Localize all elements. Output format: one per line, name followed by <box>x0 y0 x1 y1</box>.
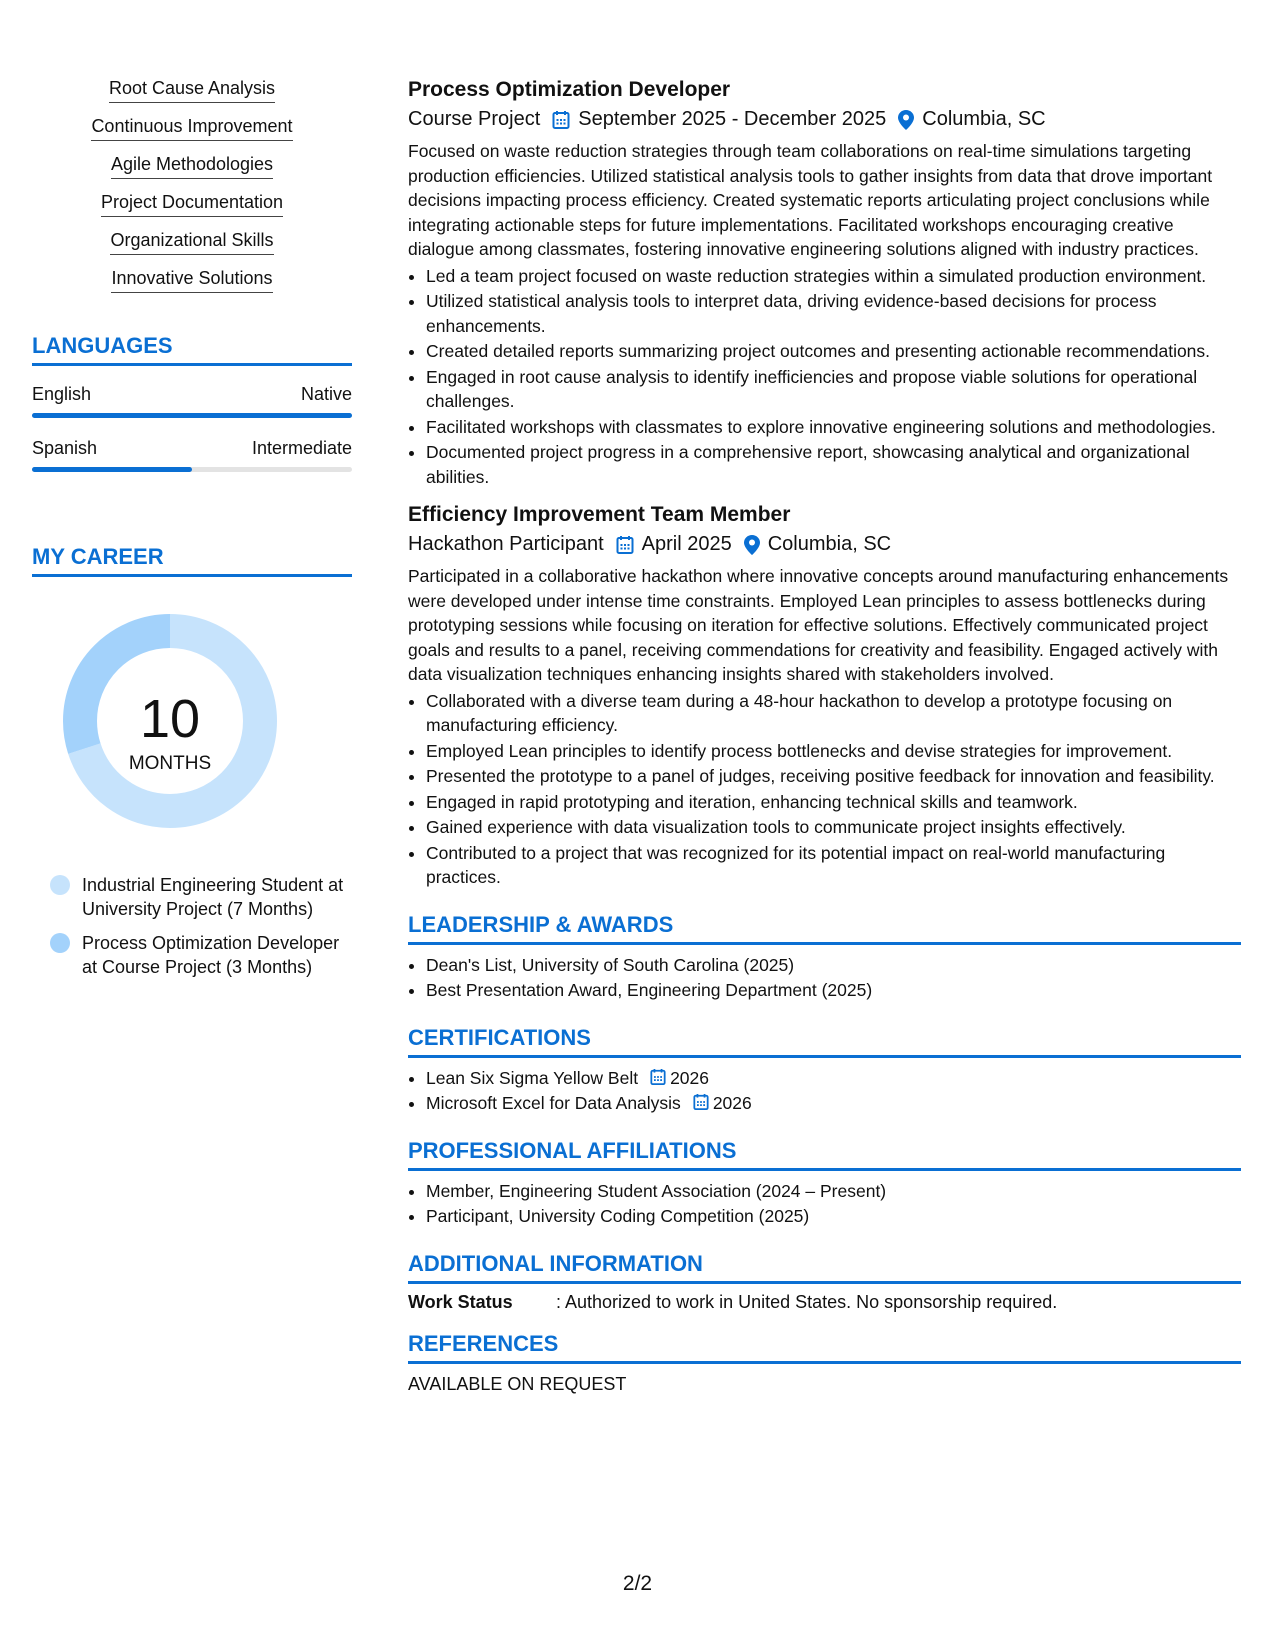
work-status-row <box>408 1292 1241 1313</box>
language-bar <box>32 413 352 418</box>
work-status-value: : Authorized to work in United States. No sponsorship required. <box>556 1291 1058 1312</box>
skill-item: Continuous Improvement <box>32 116 352 141</box>
list-item: • Created detailed reports summarizing project outcomes and presenting actionable recommendations. <box>426 339 1241 364</box>
skill-item: Root Cause Analysis <box>32 78 352 103</box>
work-status-label: Work Status <box>408 1291 513 1312</box>
affiliations-title: PROFESSIONAL AFFILIATIONS <box>408 1138 1241 1171</box>
list-item: • Presented the prototype to a panel of judges, receiving positive feedback for innovation and feasibility. <box>426 764 1241 789</box>
leadership-title: LEADERSHIP & AWARDS <box>408 912 1241 945</box>
list-item: • Utilized statistical analysis tools to interpret data, driving evidence-based decisions for process enhancements. <box>426 289 1241 338</box>
list-item: • Gained experience with data visualization tools to communicate project insights effectively. <box>426 815 1241 840</box>
calendar-icon <box>693 1093 709 1111</box>
languages-section <box>32 333 352 472</box>
references-text: AVAILABLE ON REQUEST <box>408 1373 627 1394</box>
additional-section <box>408 1251 1241 1313</box>
legend-dot <box>50 933 70 953</box>
language-item <box>32 384 352 418</box>
skill-item: Project Documentation <box>32 192 352 217</box>
language-level: Native <box>300 384 352 404</box>
career-title: MY CAREER <box>32 544 352 577</box>
list-item: • Member, Engineering Student Association (2024 – Present) <box>426 1179 1241 1204</box>
cert-name: Microsoft Excel for Data Analysis <box>426 1093 681 1113</box>
language-name: Spanish <box>32 438 98 458</box>
job-entry <box>408 78 1241 489</box>
calendar-icon <box>552 110 570 130</box>
career-legend-item <box>32 873 352 921</box>
legend-dot <box>50 875 70 895</box>
job-bullets <box>408 264 1241 490</box>
affiliations-section <box>408 1138 1241 1229</box>
list-item: • Documented project progress in a comprehensive report, showcasing analytical and organizational abilities. <box>426 440 1241 489</box>
career-total-unit: MONTHS <box>128 753 212 774</box>
job-meta <box>408 533 1241 556</box>
list-item <box>426 1066 1241 1091</box>
job-bullets <box>408 689 1241 890</box>
skills-list <box>32 78 352 293</box>
job-org: Hackathon Participant <box>408 533 604 555</box>
cert-year: 2026 <box>712 1093 752 1113</box>
list-item <box>426 1091 1241 1116</box>
skill-item: Innovative Solutions <box>32 268 352 293</box>
affiliations-list <box>408 1179 1241 1229</box>
job-location: Columbia, SC <box>767 533 892 555</box>
list-item: • Employed Lean principles to identify process bottlenecks and devise strategies for improvement. <box>426 739 1241 764</box>
career-legend <box>32 873 352 979</box>
legend-label: Industrial Engineering Student at University Project (7 Months) <box>82 875 344 919</box>
language-name: English <box>32 384 92 404</box>
list-item: • Contributed to a project that was recognized for its potential impact on real-world manufacturing practices. <box>426 841 1241 890</box>
languages-title: LANGUAGES <box>32 333 352 366</box>
language-bar-fill <box>32 413 352 418</box>
career-total-value: 10 <box>139 689 201 749</box>
leadership-section <box>408 912 1241 1003</box>
list-item: • Best Presentation Award, Engineering Department (2025) <box>426 978 1241 1003</box>
location-pin-icon <box>744 535 760 555</box>
references-section <box>408 1331 1241 1395</box>
list-item: • Participant, University Coding Competition (2025) <box>426 1204 1241 1229</box>
job-title: Process Optimization Developer <box>408 78 731 101</box>
list-item: • Engaged in root cause analysis to identify inefficiencies and propose viable solutions for operational challenges. <box>426 365 1241 414</box>
career-donut-chart <box>32 589 352 849</box>
job-title: Efficiency Improvement Team Member <box>408 503 791 526</box>
list-item: • Facilitated workshops with classmates to explore innovative engineering solutions and methodologies. <box>426 415 1241 440</box>
language-bar <box>32 467 352 472</box>
location-pin-icon <box>898 110 914 130</box>
skill-item: Organizational Skills <box>32 230 352 255</box>
references-title: REFERENCES <box>408 1331 1241 1364</box>
job-dates: April 2025 <box>641 533 732 555</box>
certifications-title: CERTIFICATIONS <box>408 1025 1241 1058</box>
job-dates: September 2025 - December 2025 <box>578 108 887 130</box>
cert-name: Lean Six Sigma Yellow Belt <box>426 1067 639 1088</box>
leadership-list <box>408 953 1241 1003</box>
cert-year: 2026 <box>670 1067 710 1088</box>
calendar-icon <box>650 1068 666 1086</box>
career-section <box>32 544 352 979</box>
list-item: • Led a team project focused on waste reduction strategies within a simulated production environment. <box>426 264 1241 289</box>
certifications-list <box>408 1066 1241 1116</box>
job-entry <box>408 503 1241 890</box>
language-level: Intermediate <box>251 438 352 458</box>
certifications-section <box>408 1025 1241 1116</box>
job-location: Columbia, SC <box>922 108 1046 130</box>
list-item: • Collaborated with a diverse team during a 48-hour hackathon to develop a prototype focusing on manufacturing efficiency. <box>426 689 1241 738</box>
list-item: • Engaged in rapid prototyping and iteration, enhancing technical skills and teamwork. <box>426 790 1241 815</box>
career-legend-item <box>32 931 352 979</box>
calendar-icon <box>616 535 634 555</box>
job-summary: Focused on waste reduction strategies through team collaborations on real-time simulations targeting production efficiencies. Utilized statistical analysis tools to gather insights from data that drove important decisions impacting process efficiency. Created systematic reports articulating project conclusions while integrating actionable steps for future implementations. Facilitated workshops encouraging creative dialogue among classmates, fostering innovative engineering solutions aligned with industry practices. <box>408 141 1213 259</box>
legend-label: Process Optimization Developer at Course Project (3 Months) <box>82 933 340 977</box>
language-item <box>32 438 352 472</box>
language-bar-fill <box>32 467 192 472</box>
left-column <box>32 78 352 989</box>
page-indicator: 2/2 <box>622 1572 653 1595</box>
additional-title: ADDITIONAL INFORMATION <box>408 1251 1241 1284</box>
job-org: Course Project <box>408 108 541 130</box>
job-summary: Participated in a collaborative hackathon where innovative concepts around manufacturing enhancements were developed under intense time constraints. Employed Lean principles to assess bottlenecks during prototyping sessions while focusing on iteration for effective solutions. Effectively communicated project goals and results to a panel, receiving commendations for creativity and feasibility. Engaged actively with data visualization techniques enhancing insights shared with stakeholders involved. <box>408 566 1229 684</box>
job-meta <box>408 108 1241 131</box>
skill-item: Agile Methodologies <box>32 154 352 179</box>
right-column <box>408 78 1241 1395</box>
list-item: • Dean's List, University of South Carolina (2025) <box>426 953 1241 978</box>
